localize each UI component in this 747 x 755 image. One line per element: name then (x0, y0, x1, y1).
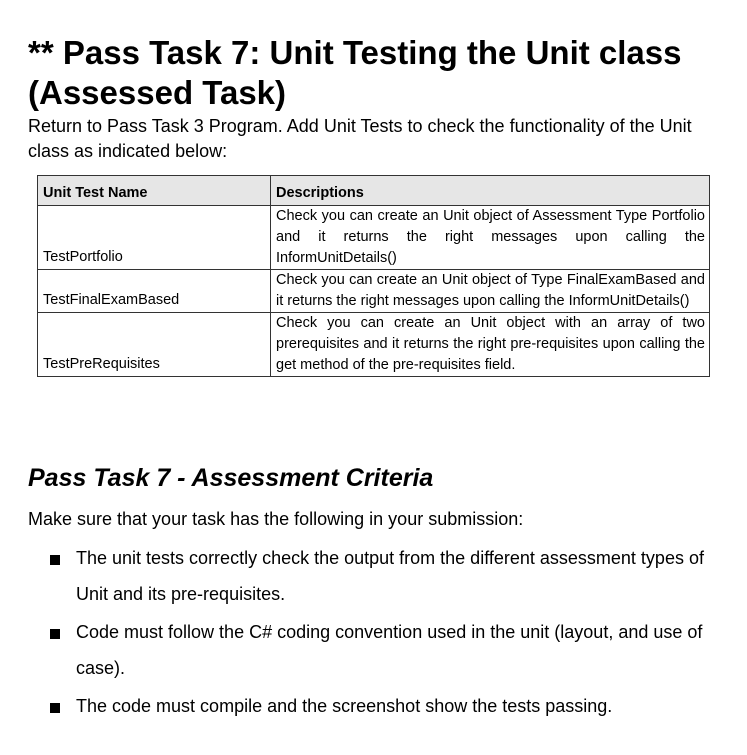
intro-paragraph: Return to Pass Task 3 Program. Add Unit Tests to check the functionality of the Unit class as indicated below: (28, 116, 692, 161)
table-row (38, 206, 710, 270)
criteria-item (50, 614, 720, 686)
unit-tests-table (37, 175, 710, 377)
square-bullet-icon (50, 629, 60, 639)
square-bullet-icon (50, 555, 60, 565)
square-bullet-icon (50, 703, 60, 713)
table-row (38, 313, 710, 377)
criteria-item (50, 688, 720, 724)
criteria-item-text: The unit tests correctly check the output from the different assessment types of Unit and its pre-requisites. (76, 548, 704, 604)
test-name-cell: TestFinalExamBased (38, 270, 271, 313)
test-description-cell: Check you can create an Unit object of Assessment Type Portfolio and it returns the right messages upon calling the InformUnitDetails() (271, 206, 710, 270)
column-header-descriptions: Descriptions (271, 176, 710, 206)
test-description-cell: Check you can create an Unit object of Type FinalExamBased and it returns the right messages upon calling the InformUnitDetails() (271, 270, 710, 313)
page-title: ** Pass Task 7: Unit Testing the Unit class (Assessed Task) (28, 34, 682, 111)
test-name-cell: TestPreRequisites (38, 313, 271, 377)
table-row (38, 270, 710, 313)
table-header-row (38, 176, 710, 206)
test-name-cell: TestPortfolio (38, 206, 271, 270)
criteria-item-text: Code must follow the C# coding convention used in the unit (layout, and use of case). (76, 622, 703, 678)
column-header-test-name: Unit Test Name (38, 176, 271, 206)
criteria-intro: Make sure that your task has the following in your submission: (28, 509, 524, 529)
criteria-heading: Pass Task 7 - Assessment Criteria (28, 464, 434, 492)
test-description-cell: Check you can create an Unit object with an array of two prerequisites and it returns the right pre-requisites upon calling the get method of the pre-requisites field. (271, 313, 710, 377)
criteria-list (50, 540, 720, 726)
criteria-item-text: The code must compile and the screenshot show the tests passing. (76, 696, 613, 716)
criteria-item (50, 540, 720, 612)
